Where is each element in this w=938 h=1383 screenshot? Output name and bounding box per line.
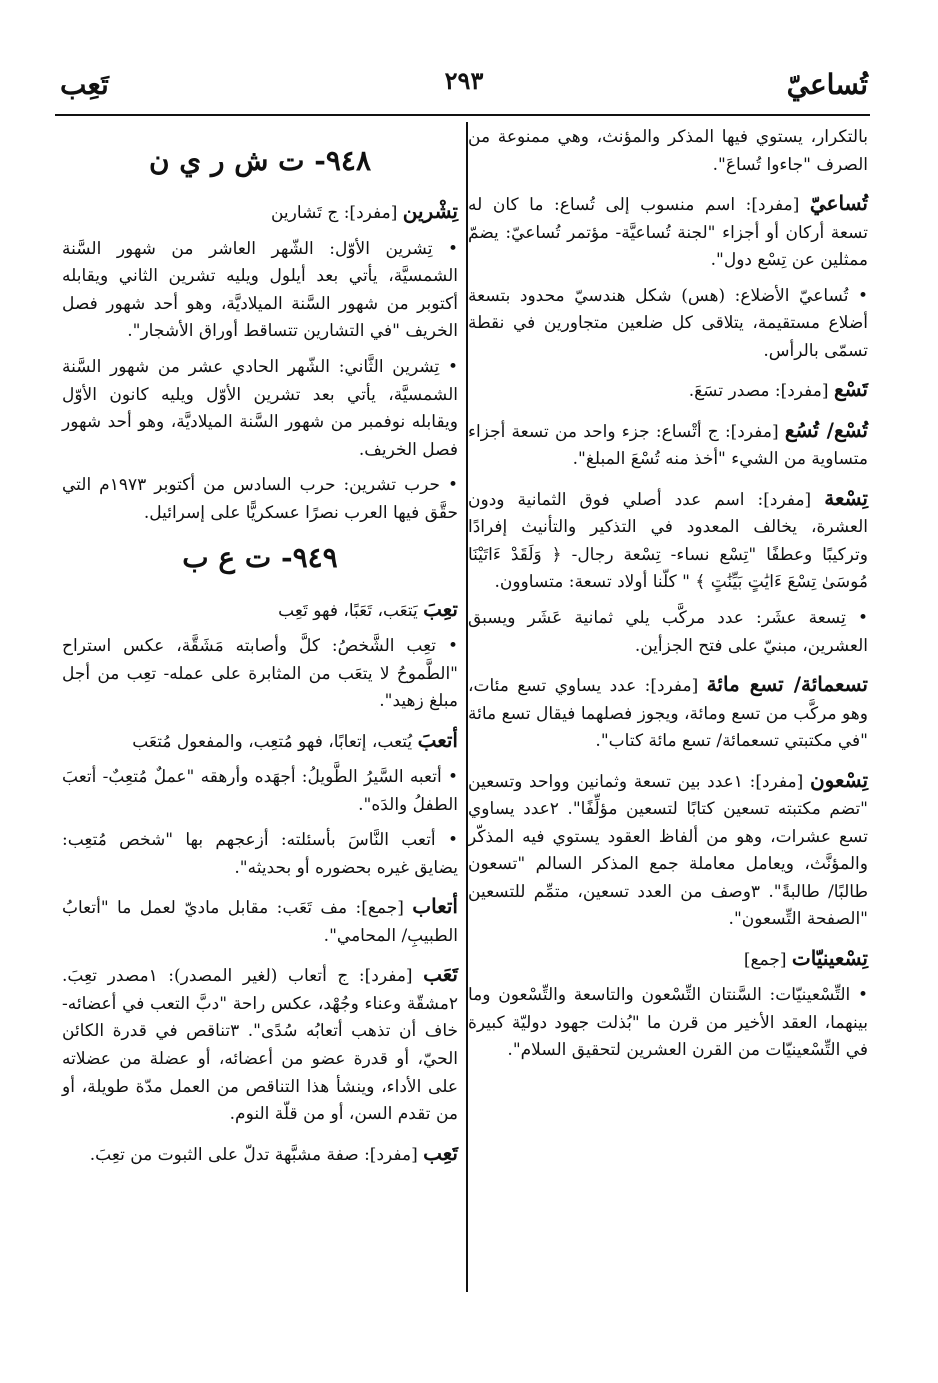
entry-headword: أتعاب bbox=[412, 894, 458, 919]
entry-headword: تِسْعة bbox=[824, 485, 868, 510]
dictionary-entry bbox=[62, 195, 458, 228]
dictionary-entry bbox=[62, 593, 458, 626]
section-heading: ٩٤٩- ت ع ب bbox=[182, 541, 338, 575]
entry-headword: تَعِب bbox=[423, 1140, 458, 1165]
entry-headword: تَسْع bbox=[833, 377, 868, 402]
header-right-word: تُساعيّ bbox=[786, 68, 868, 101]
entry-headword: أتعبَ bbox=[417, 727, 458, 752]
entry-headword: تِسْعينيّات bbox=[791, 945, 868, 970]
entry-definition: [مفرد]: ١عدد بين تسعة وثمانين وواحد وتسعين "تضم مكتبته تسعين كتابًا لتسعين مؤلِّفًا". ٢عدد يساوي تسع عشرات، وهو من ألفاظ العقود يستوي فيه المذكّر والمؤنَّث، ويعامل معاملة جمع المذكر السالم "تسعون طالبًا/ طالبةً". ٣وصف من العدد تسعين، متمِّم للتسعين "الصفحة التِّسعون". bbox=[468, 771, 868, 930]
bullet-subentry: • تعِب الشَّخصُ: كلَّ وأصابته مَشَقَّة، عكس استراح "الطَّموحُ لا يتعَب من المثابرة على عمله- تعِب من أجل مبلغ زهيد". bbox=[62, 633, 458, 716]
entry-headword: تُسْع/ تُسُع bbox=[784, 417, 868, 442]
dictionary-entry bbox=[468, 187, 868, 275]
entry-definition: [مفرد]: ج تَشارين bbox=[270, 203, 398, 224]
dictionary-entry bbox=[468, 668, 868, 756]
left-column bbox=[62, 124, 458, 1177]
continuation-paragraph: بالتكرار، يستوي فيها المذكر والمؤنث، وهي ممنوعة من الصرف "جاءوا تُساعَ". bbox=[468, 127, 868, 175]
dictionary-entry bbox=[468, 764, 868, 934]
entry-definition: [مفرد]: ج أتعاب (لغير المصدر): ١مصدر تعِبَ. ٢مشقّة وعناء وجُهْد، عكس راحة "دبَّ التعب في أعضائه- خاف أن تذهب أتعابُه سُدًى". ٣تناقص في قدرة الكائن الحيّ، أو قدرة عضو من أعضائه، أو عضلة من عضلاته على الأداء، وينشأ هذا التناقص من العمل مدّة طويلة، أو من تقدم السن، أو من قلّة النوم. bbox=[62, 966, 459, 1125]
entry-headword: تسعمائة/ تسع مائة bbox=[706, 672, 868, 697]
entry-definition: [مفرد]: مصدر تسَعَ. bbox=[688, 381, 829, 402]
entry-headword: تُساعيّ bbox=[809, 191, 868, 216]
bullet-subentry: • تِشرين الثَّاني: الشّهر الحادي عشر من شهور السَّنة الشمسيَّة، يأتي بعد تشرين الأوّل ويليه كانون الأوّل ويقابله نوفمبر من شهور السَّنة الميلاديَّة، وهو أحد شهور فصل الخريف. bbox=[62, 354, 458, 464]
entry-definition: [مفرد]: اسم عدد أصلي فوق الثمانية ودون العشرة، يخالف المعدود في التذكير والتأنيث إفرادًا وتركيبًا وعطفًا "تِسْع نساء- تِسْعة رجال- ﴿ وَلَقَدْ ءَاتَيْنَا مُوسَىٰ تِسْعَ ءَايَٰتٍ بَيِّنَٰتٍ ﴾ " كلّنا أولاد تسعة: متساوون. bbox=[468, 489, 868, 593]
entry-headword: تَعَب bbox=[423, 962, 458, 987]
dictionary-entry bbox=[468, 482, 868, 597]
entry-headword: تِسْعون bbox=[809, 767, 869, 792]
entry-definition: [جمع]: مف تَعَب: مقابل ماديّ لعمل ما "أتعابُ الطبيبِ/ المحامي". bbox=[62, 898, 458, 946]
page-number: ٢٩٣ bbox=[444, 66, 484, 95]
column-divider bbox=[466, 122, 468, 1292]
bullet-subentry: • أتعب النَّاسَ بأسئلته: أزعجهم بها "شخص مُتعِب: يضايق غيره بحضوره أو بحديثه". bbox=[62, 827, 458, 882]
entry-definition: [مفرد]: اسم منسوب إلى تُساع: ما كان له تسعة أركان أو أجزاء "لجنة تُساعيَّة- مؤتمر تُساعيّ: يضمّ ممثلين عن تِسْع دول". bbox=[468, 195, 868, 271]
dictionary-entry bbox=[62, 890, 458, 950]
entry-definition: يُتعب، إتعابًا، فهو مُتعِب، والمفعول مُتعَب bbox=[132, 731, 413, 752]
page-header bbox=[60, 60, 868, 116]
section-heading: ٩٤٨- ت ش ر ي ن bbox=[148, 144, 372, 177]
header-left-word: تَعِب bbox=[60, 68, 109, 101]
entry-headword: تعِبَ bbox=[423, 596, 458, 621]
entry-definition: [مفرد]: عدد يساوي تسع مئات، وهو مركَّب من تسع ومائة، ويجوز فصلهما فيقال تسع مائة "في مكتبتي تسعمائة/ تسع مائة كتاب". bbox=[468, 676, 868, 752]
bullet-subentry: • تُساعيّ الأضلاع: (هس) شكل هندسيّ محدود بتسعة أضلاع مستقيمة، يتلاقى كل ضلعين متجاورين في نقطة تسمّى بالرأس. bbox=[468, 283, 868, 366]
right-column bbox=[468, 124, 868, 1073]
dictionary-entry bbox=[468, 414, 868, 474]
entry-definition: [مفرد]: صفة مشبَّهة تدلّ على الثبوت من تعِبَ. bbox=[89, 1144, 418, 1165]
bullet-subentry: • التِّسْعينيّات: السَّنتان التِّسْعون والتاسعة والتِّسْعون وما بينهما، العقد الأخير من قرن ما "بُذلت جهود دوليّة كبيرة في التِّسْعينيّات من القرن العشرين لتحقيق السلام". bbox=[468, 982, 868, 1065]
bullet-subentry: • تِشرين الأوّل: الشّهر العاشر من شهور السَّنة الشمسيَّة، يأتي بعد أيلول ويليه تشرين الثاني ويقابله أكتوبر من شهور السَّنة الميلاديَّة، وهو أحد شهور فصل الخريف "في التشارين تتساقط أوراق الأشجار". bbox=[62, 236, 458, 346]
entry-definition: يَتعَب، تَعَبًا، فهو تَعِب bbox=[278, 600, 418, 621]
dictionary-entry bbox=[468, 942, 868, 975]
dictionary-entry bbox=[62, 1137, 458, 1170]
bullet-subentry: • حرب تشرين: حرب السادس من أكتوبر ١٩٧٣م التي حقَّق فيها العرب نصرًا عسكريًّا على إسرائيل. bbox=[62, 472, 458, 527]
dictionary-entry bbox=[62, 958, 458, 1128]
entry-definition: [جمع] bbox=[743, 949, 787, 970]
dictionary-entry bbox=[62, 724, 458, 757]
bullet-subentry: • أتعبه السَّيرُ الطَّويلُ: أجهَده وأرهقه "عملٌ مُتعِبٌ- أتعبَ الطفلُ والدَه". bbox=[62, 764, 458, 819]
bullet-subentry: • تِسعة عشَر: عدد مركَّب يلي ثمانية عَشَر ويسبق العشرين، مبنيّ على فتح الجزأين. bbox=[468, 605, 868, 660]
header-rule bbox=[55, 114, 870, 116]
dictionary-entry bbox=[468, 373, 868, 406]
entry-definition: [مفرد]: ج أتْساع: جزء واحد من تسعة أجزاء متساوية من الشيء "أخذ منه تُسْعَ المبلغ". bbox=[468, 421, 868, 470]
entry-headword: تِشْرين bbox=[402, 199, 458, 224]
